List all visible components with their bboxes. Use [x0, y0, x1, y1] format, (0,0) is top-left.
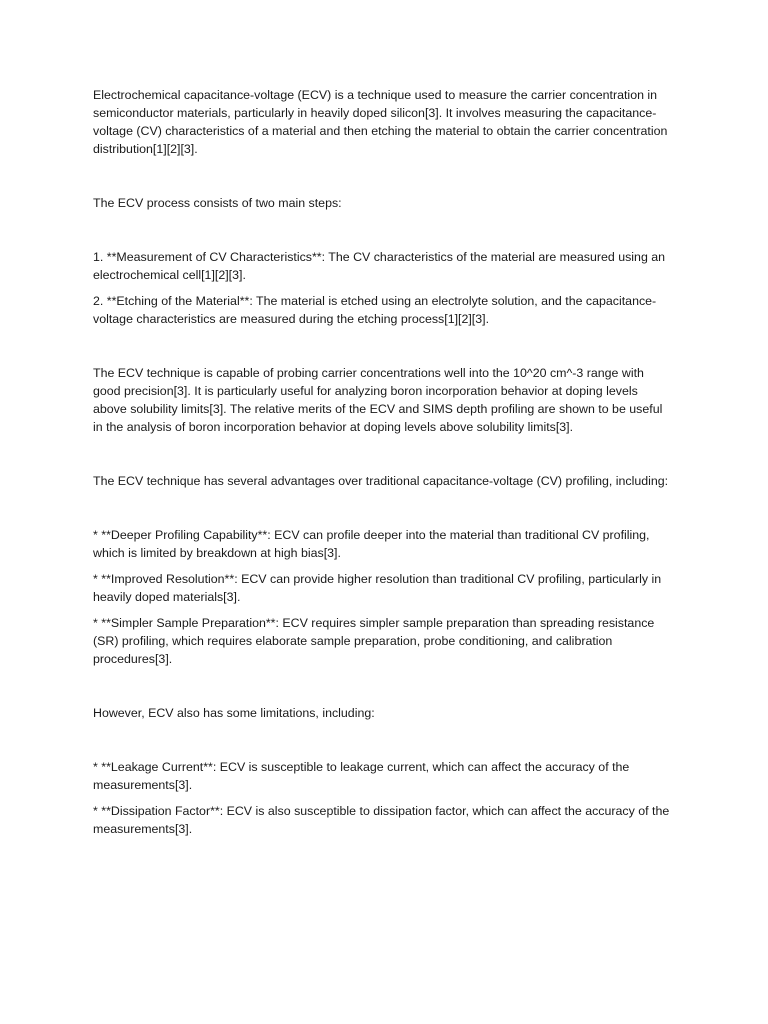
list-item-advantage-3: * **Simpler Sample Preparation**: ECV requires simpler sample preparation than spreading resistance (SR) profiling, which requires elaborate sample preparation, probe conditioning, and calibration procedures[3].	[93, 616, 655, 666]
steps-intro: The ECV process consists of two main steps:	[93, 196, 342, 210]
list-item-advantage-1: * **Deeper Profiling Capability**: ECV can profile deeper into the material than traditional CV profiling, which is limited by breakdown at high bias[3].	[93, 528, 650, 560]
list-item-step-2: 2. **Etching of the Material**: The material is etched using an electrolyte solution, and the capacitance-voltage characteristics are measured during the etching process[1][2][3].	[93, 294, 657, 326]
limitations-intro: However, ECV also has some limitations, including:	[93, 706, 375, 720]
spacer	[93, 562, 670, 570]
list-item-step-1: 1. **Measurement of CV Characteristics**: The CV characteristics of the material are measured using an electrochemical cell[1][2][3].	[93, 250, 666, 282]
spacer	[93, 284, 670, 292]
list-item-limitation-1: * **Leakage Current**: ECV is susceptible to leakage current, which can affect the accuracy of the measurements[3].	[93, 760, 630, 792]
spacer	[93, 668, 670, 704]
list-item-limitation-2: * **Dissipation Factor**: ECV is also susceptible to dissipation factor, which can affect the accuracy of the measurements[3].	[93, 804, 670, 836]
intro-paragraph: Electrochemical capacitance-voltage (ECV) is a technique used to measure the carrier concentration in semiconductor materials, particularly in heavily doped silicon[3]. It involves measuring the capacitance-voltage (CV) characteristics of a material and then etching the material to obtain the carrier concentration distribution[1][2][3].	[93, 88, 668, 156]
advantages-intro: The ECV technique has several advantages over traditional capacitance-voltage (CV) profiling, including:	[93, 474, 669, 488]
capability-paragraph: The ECV technique is capable of probing carrier concentrations well into the 10^20 cm^-3 range with good precision[3]. It is particularly useful for analyzing boron incorporation behavior at doping levels above solubility limits[3]. The relative merits of the ECV and SIMS depth profiling are shown to be useful in the analysis of boron incorporation behavior at doping levels above solubility limits[3].	[93, 366, 663, 434]
spacer	[93, 606, 670, 614]
spacer	[93, 490, 670, 526]
spacer	[93, 722, 670, 758]
spacer	[93, 212, 670, 248]
spacer	[93, 436, 670, 472]
list-item-advantage-2: * **Improved Resolution**: ECV can provide higher resolution than traditional CV profiling, particularly in heavily doped materials[3].	[93, 572, 662, 604]
spacer	[93, 328, 670, 364]
spacer	[93, 794, 670, 802]
spacer	[93, 158, 670, 194]
